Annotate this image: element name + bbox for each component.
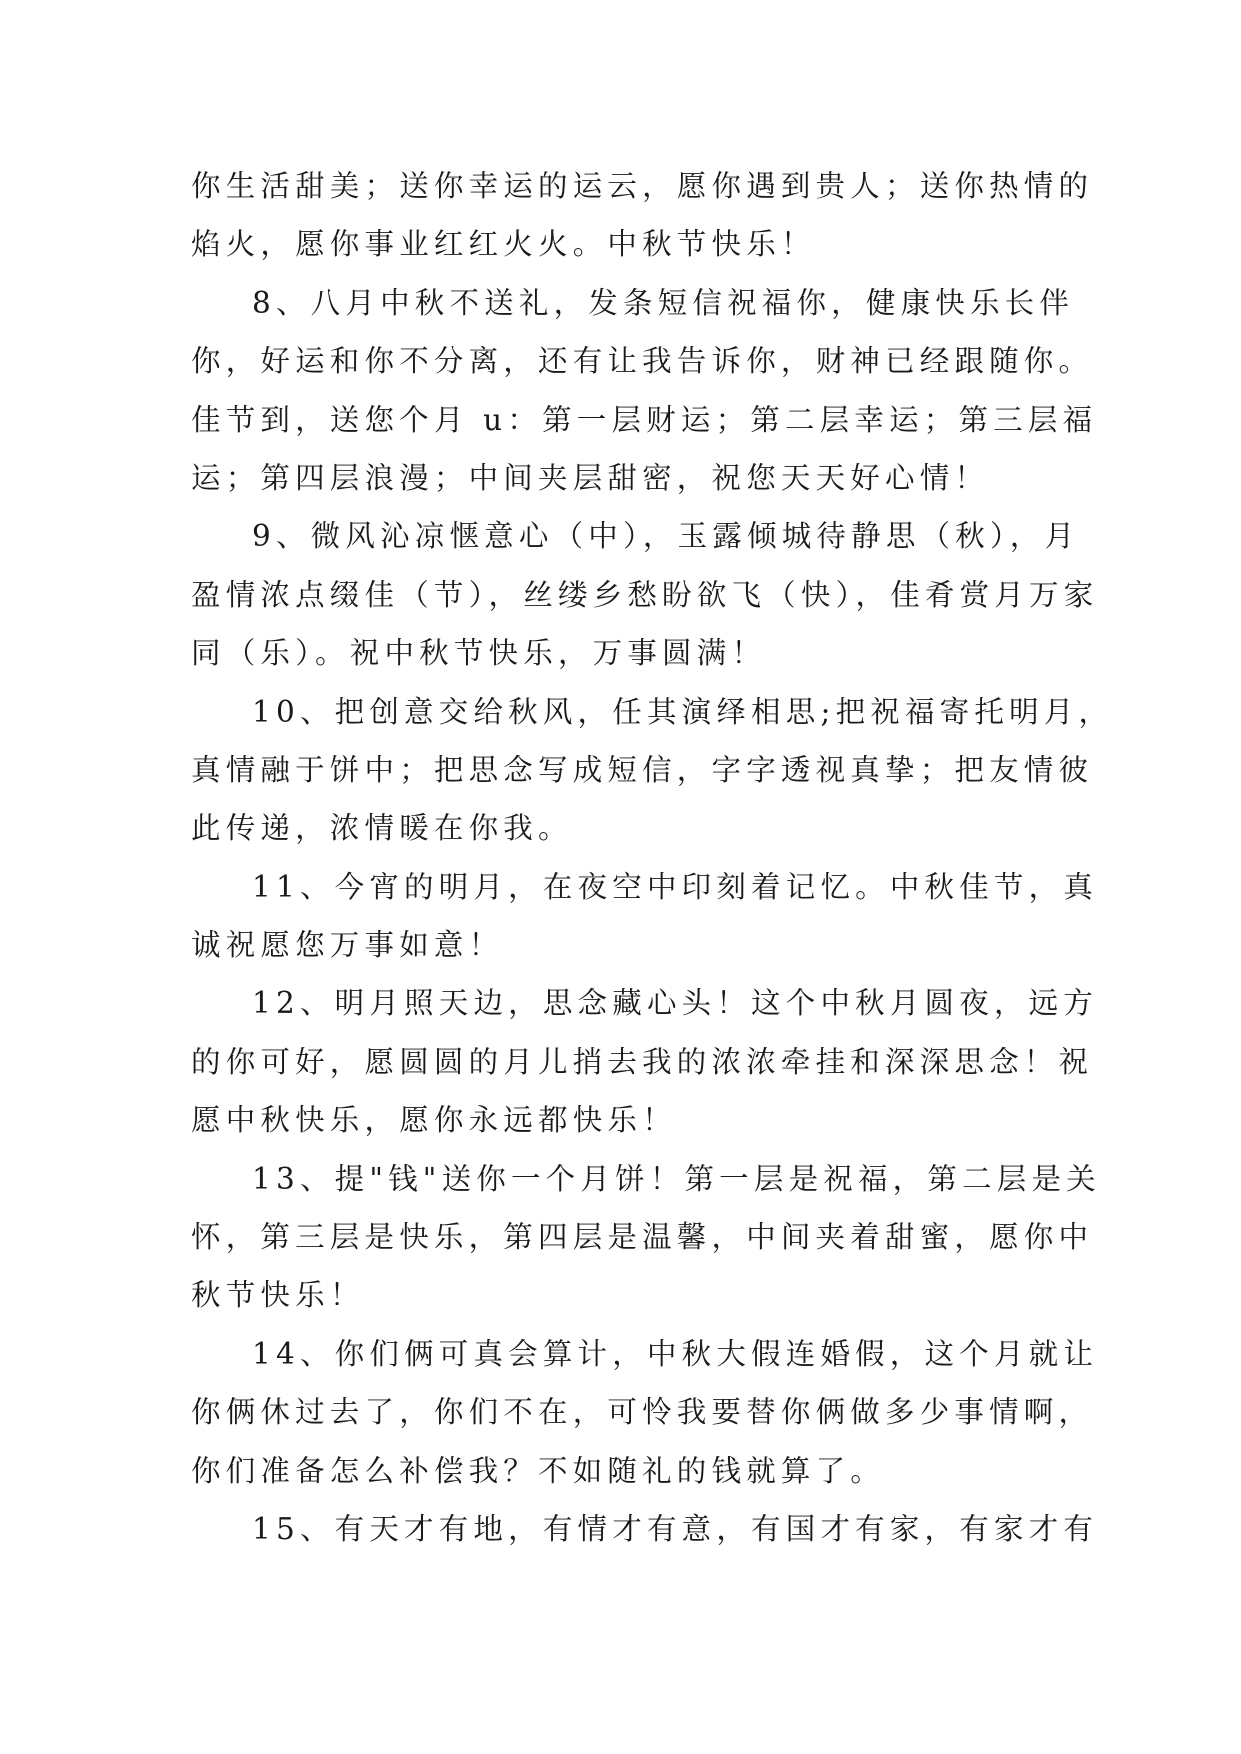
text-line: 诚祝愿您万事如意！ — [191, 928, 504, 963]
text-line: 你，好运和你不分离，还有让我告诉你，财神已经跟随你。 — [191, 344, 1094, 379]
text-line: 愿中秋快乐，愿你永远都快乐！ — [191, 1103, 677, 1138]
text-line: 盈情浓点缀佳（节），丝缕乡愁盼欲飞（快），佳肴赏月万家 — [191, 577, 1099, 612]
document-body — [191, 157, 1114, 1558]
text-line: 运；第四层浪漫；中间夹层甜密，祝您天天好心情！ — [191, 460, 990, 495]
text-line: 你俩休过去了，你们不在，可怜我要替你俩做多少事情啊， — [191, 1395, 1094, 1430]
paragraph-start-line: 14、你们俩可真会算计，中秋大假连婚假，这个月就让 — [252, 1336, 1099, 1371]
text-line: 同（乐）。祝中秋节快乐，万事圆满！ — [191, 636, 767, 671]
text-line: 秋节快乐！ — [191, 1278, 365, 1313]
text-line: 佳节到，送您个月 u：第一层财运；第二层幸运；第三层福 — [191, 402, 1098, 437]
text-line: 真情融于饼中；把思念写成短信，字字透视真挚；把友情彼 — [191, 752, 1094, 787]
text-line: 怀，第三层是快乐，第四层是温馨，中间夹着甜蜜，愿你中 — [191, 1220, 1094, 1255]
text-line: 的你可好，愿圆圆的月儿捎去我的浓浓牵挂和深深思念！祝 — [191, 1044, 1094, 1079]
paragraph-start-line: 10、把创意交给秋风，任其演绎相思;把祝福寄托明月， — [252, 694, 1114, 729]
paragraph-start-line: 9、微风沁凉惬意心（中），玉露倾城待静思（秋），月 — [252, 519, 1080, 554]
paragraph-start-line: 12、明月照天边，思念藏心头！这个中秋月圆夜，远方 — [252, 986, 1099, 1021]
paragraph-start-line: 13、提"钱"送你一个月饼！第一层是祝福，第二层是关 — [252, 1161, 1101, 1196]
paragraph-start-line: 8、八月中秋不送礼，发条短信祝福你，健康快乐长伴 — [252, 285, 1075, 320]
text-line: 你生活甜美；送你幸运的运云，愿你遇到贵人；送你热情的 — [191, 169, 1094, 203]
paragraph-start-line: 11、今宵的明月，在夜空中印刻着记忆。中秋佳节，真 — [252, 869, 1099, 904]
text-line: 你们准备怎么补偿我？不如随礼的钱就算了。 — [191, 1453, 886, 1488]
paragraph-start-line: 15、有天才有地，有情才有意，有国才有家，有家才有 — [252, 1511, 1099, 1546]
text-line: 焰火，愿你事业红红火火。中秋节快乐！ — [191, 227, 816, 262]
text-line: 此传递，浓情暖在你我。 — [191, 811, 573, 846]
